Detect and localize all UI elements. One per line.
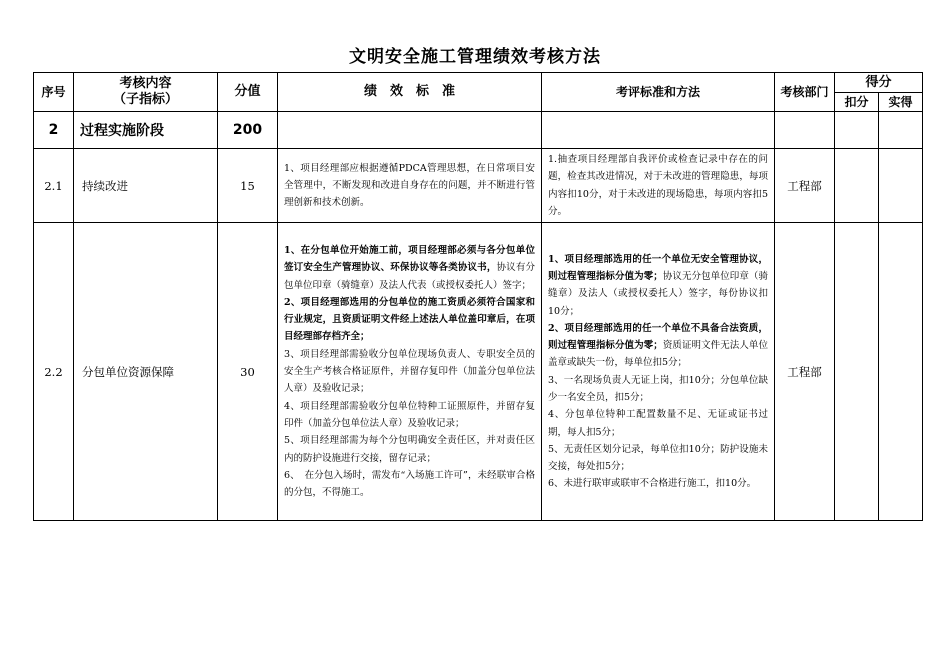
standard-item: 1、在分包单位开始施工前，项目经理部必须与各分包单位签订安全生产管理协议、环保协议等各类协议书，协议有分包单位印章（骑缝章）及法人代表（或授权委托人）签字； [284,244,535,291]
section-deduct-cell [835,112,879,149]
row-deduct [835,149,879,223]
table-row [34,223,923,521]
row-name: 分包单位资源保障 [74,223,218,521]
row-dept: 工程部 [775,149,835,223]
section-row [34,112,923,149]
section-name: 过程实施阶段 [74,112,218,149]
header-dept: 考核部门 [775,73,835,112]
standard-item: 5、项目经理部需为每个分包明确安全责任区，并对责任区内的防护设施进行交接，留存记录； [284,435,535,464]
row-actual [879,223,923,521]
standard-item: 3、项目经理部需验收分包单位现场负责人、专职安全员的安全生产考核合格证原件，并留存复印件（加盖分包单位法人章）及验收记录； [284,348,535,395]
method-item: 3、一名现场负责人无证上岗，扣10分；分包单位缺少一名安全员，扣5分； [548,374,768,403]
method-item: 5、无责任区划分记录，每单位扣10分；防护设施未交接，每处扣5分； [548,443,768,473]
standard-item: 4、项目经理部需验收分包单位特种工证照原件，并留存复印件（加盖分包单位法人章）及验收记录； [284,400,535,429]
method-item: 2、项目经理部选用的任一个单位不具备合法资质，则过程管理指标分值为零；资质证明文件无法人单位盖章或缺失一份，每单位扣5分； [548,322,768,369]
section-dept-cell [775,112,835,149]
header-standard: 绩 效 标 准 [278,73,542,112]
header-deduct: 扣分 [835,93,879,112]
section-method-cell [542,112,775,149]
method-item: 6、未进行联审或联审不合格进行施工，扣10分。 [548,478,757,490]
header-content [74,73,218,112]
header-content-line1: 考核内容 [119,76,172,91]
header-actual: 实得 [879,93,923,112]
row-method [542,223,775,521]
standard-item: 1、项目经理部应根据遵循PDCA管理思想，在日常项目安全管理中，不断发现和改进自身存在的问题，并不断进行管理创新和技术创新。 [284,162,535,209]
row-deduct [835,223,879,521]
header-got: 得分 [835,73,923,93]
method-item: 1、项目经理部选用的任一个单位无安全管理协议，则过程管理指标分值为零；协议无分包单位印章（骑缝章）及法人（或授权委托人）签字，每份协议扣10分； [548,253,768,317]
method-item: 4、分包单位特种工配置数量不足、无证或证书过期，每人扣5分； [548,409,768,438]
row-method [542,149,775,223]
row-seq: 2.1 [34,149,74,223]
header-score: 分值 [218,73,278,112]
section-seq: 2 [34,112,74,149]
row-score: 15 [218,149,278,223]
row-score: 30 [218,223,278,521]
row-name: 持续改进 [74,149,218,223]
row-dept: 工程部 [775,223,835,521]
standard-item: 6、 在分包入场时，需发布“入场施工许可”，未经联审合格的分包，不得施工。 [284,469,535,499]
row-standard [278,223,542,521]
row-standard [278,149,542,223]
row-seq: 2.2 [34,223,74,521]
page-title: 文明安全施工管理绩效考核方法 [349,47,601,67]
section-standard-cell [278,112,542,149]
header-method: 考评标准和方法 [542,73,775,112]
section-score: 200 [218,112,278,149]
method-item: 1.抽查项目经理部自我评价或检查记录中存在的问题，检查其改进情况，对于未改进的管理隐患，每项内容扣10分，对于未改进的现场隐患，每项内容扣5分。 [548,154,768,217]
assessment-table [33,72,923,521]
row-actual [879,149,923,223]
table-row [34,149,923,223]
header-seq: 序号 [34,73,74,112]
standard-item: 2、项目经理部选用的分包单位的施工资质必须符合国家和行业规定，且资质证明文件经上述法人单位盖印章后，在项目经理部存档齐全； [284,296,535,343]
section-actual-cell [879,112,923,149]
header-content-line2: （子指标） [112,92,178,107]
